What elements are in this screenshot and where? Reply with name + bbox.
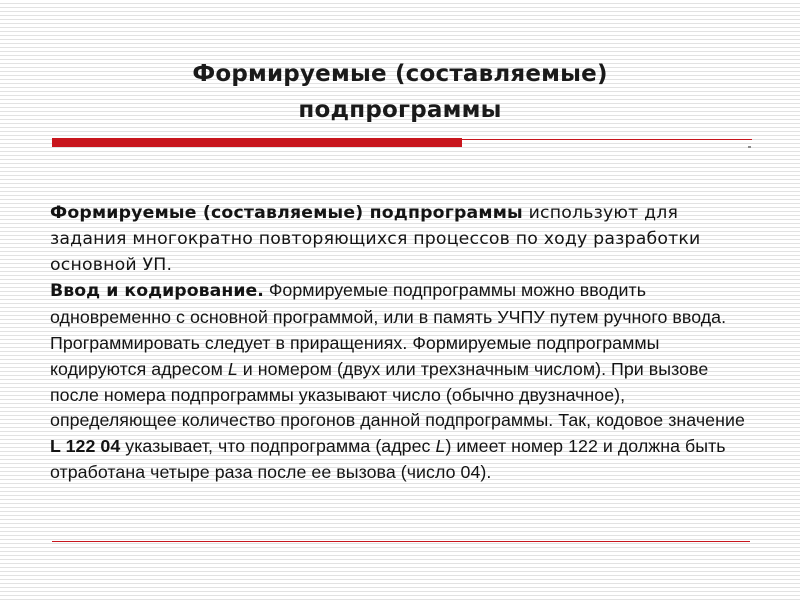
input-coding-text-3: указывает, что подпрограмма (адрес	[120, 436, 436, 457]
address-letter: L	[227, 358, 238, 379]
title-underline-thick	[52, 138, 462, 147]
input-coding-bold-lead: Ввод и кодирование.	[50, 281, 264, 302]
slide-title	[60, 56, 740, 128]
bottom-divider	[52, 541, 750, 542]
input-coding-text-1: Формируемые подпрограммы можно вводить одновременно с основной программой, или в память УЧПУ путем ручного ввода. Программировать следует в приращениях. Формируемые подпрограммы кодируются адресом	[50, 280, 727, 379]
slide-body	[50, 201, 754, 486]
code-value: L 122 04	[50, 436, 121, 457]
definition-text: используют для задания многократно повторяющихся процессов по ходу разработки основной УП.	[50, 203, 701, 275]
title-underline-dot	[748, 146, 751, 148]
paragraph-definition	[50, 201, 754, 278]
definition-bold-lead: Формируемые (составляемые) подпрограммы	[50, 203, 523, 223]
title-underline-thin	[462, 139, 752, 140]
address-letter-2: L	[435, 436, 446, 457]
input-coding-text-4: ) имеет номер 122 и должна быть отработана четыре раза после ее вызова (число 04).	[50, 436, 726, 482]
input-coding-text-2: и номером (двух или трехзначным числом). При вызове после номера подпрограммы указывают число (обычно двузначное), определяющее количество прогонов данной подпрограммы. Так, кодовое значение	[50, 358, 745, 431]
slide-title-line-2: подпрограммы	[298, 97, 502, 123]
slide-title-line-1: Формируемые (составляемые)	[192, 61, 608, 87]
paragraph-input-coding	[50, 278, 754, 485]
